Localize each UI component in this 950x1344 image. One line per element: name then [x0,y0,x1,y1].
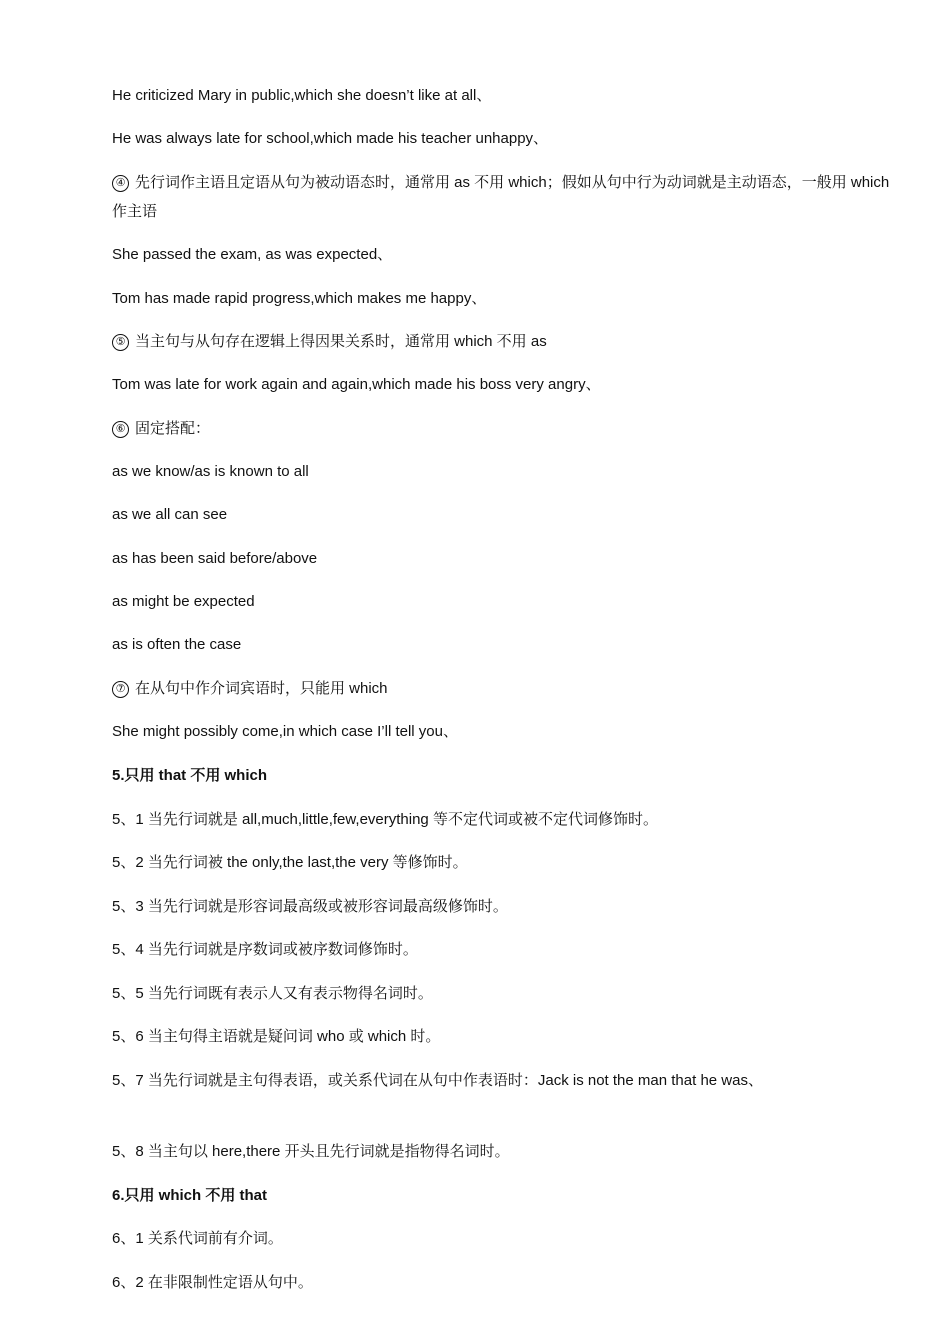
rule-5-6: 5、6 当主句得主语就是疑问词 who 或 which 时。 [112,1028,441,1045]
fixed-phrase: as we know/as is known to all [112,463,309,480]
rule-6-1: 6、1 关系代词前有介词。 [112,1230,283,1247]
rule-5-3: 5、3 当先行词就是形容词最高级或被形容词最高级修饰时。 [112,898,508,915]
rule-6-2: 6、2 在非限制性定语从句中。 [112,1274,313,1291]
fixed-phrase: as might be expected [112,593,255,610]
rule-5-2: 5、2 当先行词被 the only,the last,the very 等修饰时。 [112,854,468,871]
rule-item-7: ⑦ 在从句中作介词宾语时，只能用 which [112,678,388,700]
example-sentence: She might possibly come,in which case I’ll tell you、 [112,723,458,740]
rule-5-4: 5、4 当先行词就是序数词或被序数词修饰时。 [112,941,418,958]
rule-item-5: ⑤ 当主句与从句存在逻辑上得因果关系时，通常用 which 不用 as [112,331,547,353]
example-sentence: Tom has made rapid progress,which makes me happy、 [112,290,487,307]
section-heading-6: 6.只用 which 不用 that [112,1187,268,1204]
rule-5-1: 5、1 当先行词就是 all,much,little,few,everything 等不定代词或被不定代词修饰时。 [112,811,658,828]
rule-item-6: ⑥ 固定搭配： [112,418,210,440]
example-sentence: He criticized Mary in public,which she doesn’t like at all、 [112,87,492,104]
rule-5-7: 5、7 当先行词就是主句得表语，或关系代词在从句中作表语时：Jack is not the man that he was、 [112,1072,763,1089]
example-sentence: She passed the exam, as was expected、 [112,246,393,263]
circled-number: ⑤ [112,334,129,351]
fixed-phrase: as has been said before/above [112,550,318,567]
example-sentence: Tom was late for work again and again,which made his boss very angry、 [112,376,601,393]
section-heading-5: 5.只用 that 不用 which [112,767,268,784]
rule-5-8: 5、8 当主句以 here,there 开头且先行词就是指物得名词时。 [112,1143,510,1160]
fixed-phrase: as is often the case [112,636,242,653]
example-sentence: He was always late for school,which made his teacher unhappy、 [112,130,549,147]
fixed-phrase: as we all can see [112,506,228,523]
rule-5-5: 5、5 当先行词既有表示人又有表示物得名词时。 [112,985,433,1002]
rule-item-4: ④ 先行词作主语且定语从句为被动语态时，通常用 as 不用 which；假如从句中行为动词就是主动语态，一般用 which 作主语 [112,174,890,220]
circled-number: ⑦ [112,681,129,698]
circled-number: ④ [112,175,129,192]
circled-number: ⑥ [112,421,129,438]
